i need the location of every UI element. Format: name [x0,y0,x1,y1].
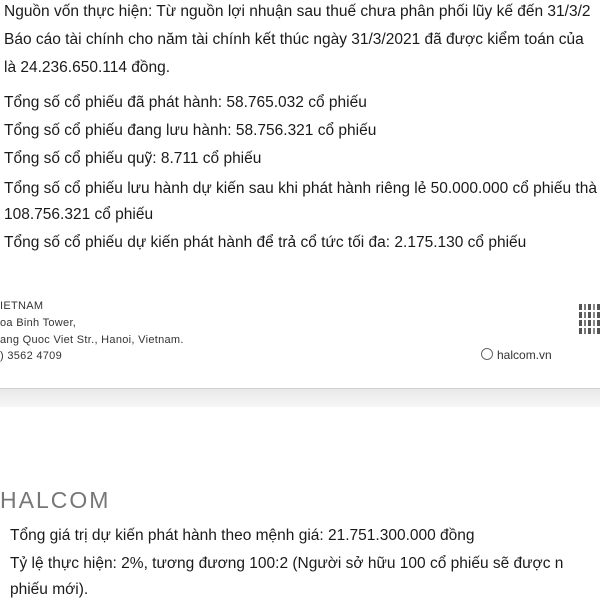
footer-company: IETNAM [0,300,44,312]
qr-code-icon [578,302,600,336]
page-separator [0,388,600,407]
outstanding-shares-line: Tổng số cổ phiếu đang lưu hành: 58.756.321 cổ phiếu [4,122,377,139]
profit-amount-line: là 24.236.650.114 đồng. [4,59,171,76]
footer-website [481,348,552,362]
footer-phone: ) 3562 4709 [0,350,63,362]
expected-outstanding-value-line: 108.756.321 cổ phiếu [4,206,154,223]
dividend-shares-line: Tổng số cổ phiếu dự kiến phát hành để trả cổ tức tối đa: 2.175.130 cổ phiếu [4,234,527,251]
footer-building: oa Binh Tower, [0,317,77,329]
halcom-logo: HALCOM [0,487,111,513]
treasury-shares-line: Tổng số cổ phiếu quỹ: 8.711 cổ phiếu [4,150,262,167]
expected-outstanding-line: Tổng số cổ phiếu lưu hành dự kiến sau khi phát hành riêng lẻ 50.000.000 cổ phiếu thà [4,180,597,197]
execution-ratio-line: Tỷ lệ thực hiện: 2%, tương đương 100:2 (Người sở hữu 100 cổ phiếu sẽ được n [10,555,564,572]
issued-shares-line: Tổng số cổ phiếu đã phát hành: 58.765.032 cổ phiếu [4,94,367,111]
new-shares-line: phiếu mới). [10,581,89,598]
globe-icon [481,348,493,360]
footer-address: ang Quoc Viet Str., Hanoi, Vietnam. [0,334,184,346]
website-label: halcom.vn [497,348,552,362]
funding-source-line: Nguồn vốn thực hiện: Từ nguồn lợi nhuận sau thuế chưa phân phối lũy kế đến 31/3/2 [4,3,591,20]
total-issue-value-line: Tổng giá trị dự kiến phát hành theo mệnh giá: 21.751.300.000 đồng [10,527,475,544]
audit-report-line: Báo cáo tài chính cho năm tài chính kết thúc ngày 31/3/2021 đã được kiểm toán của [4,31,584,48]
